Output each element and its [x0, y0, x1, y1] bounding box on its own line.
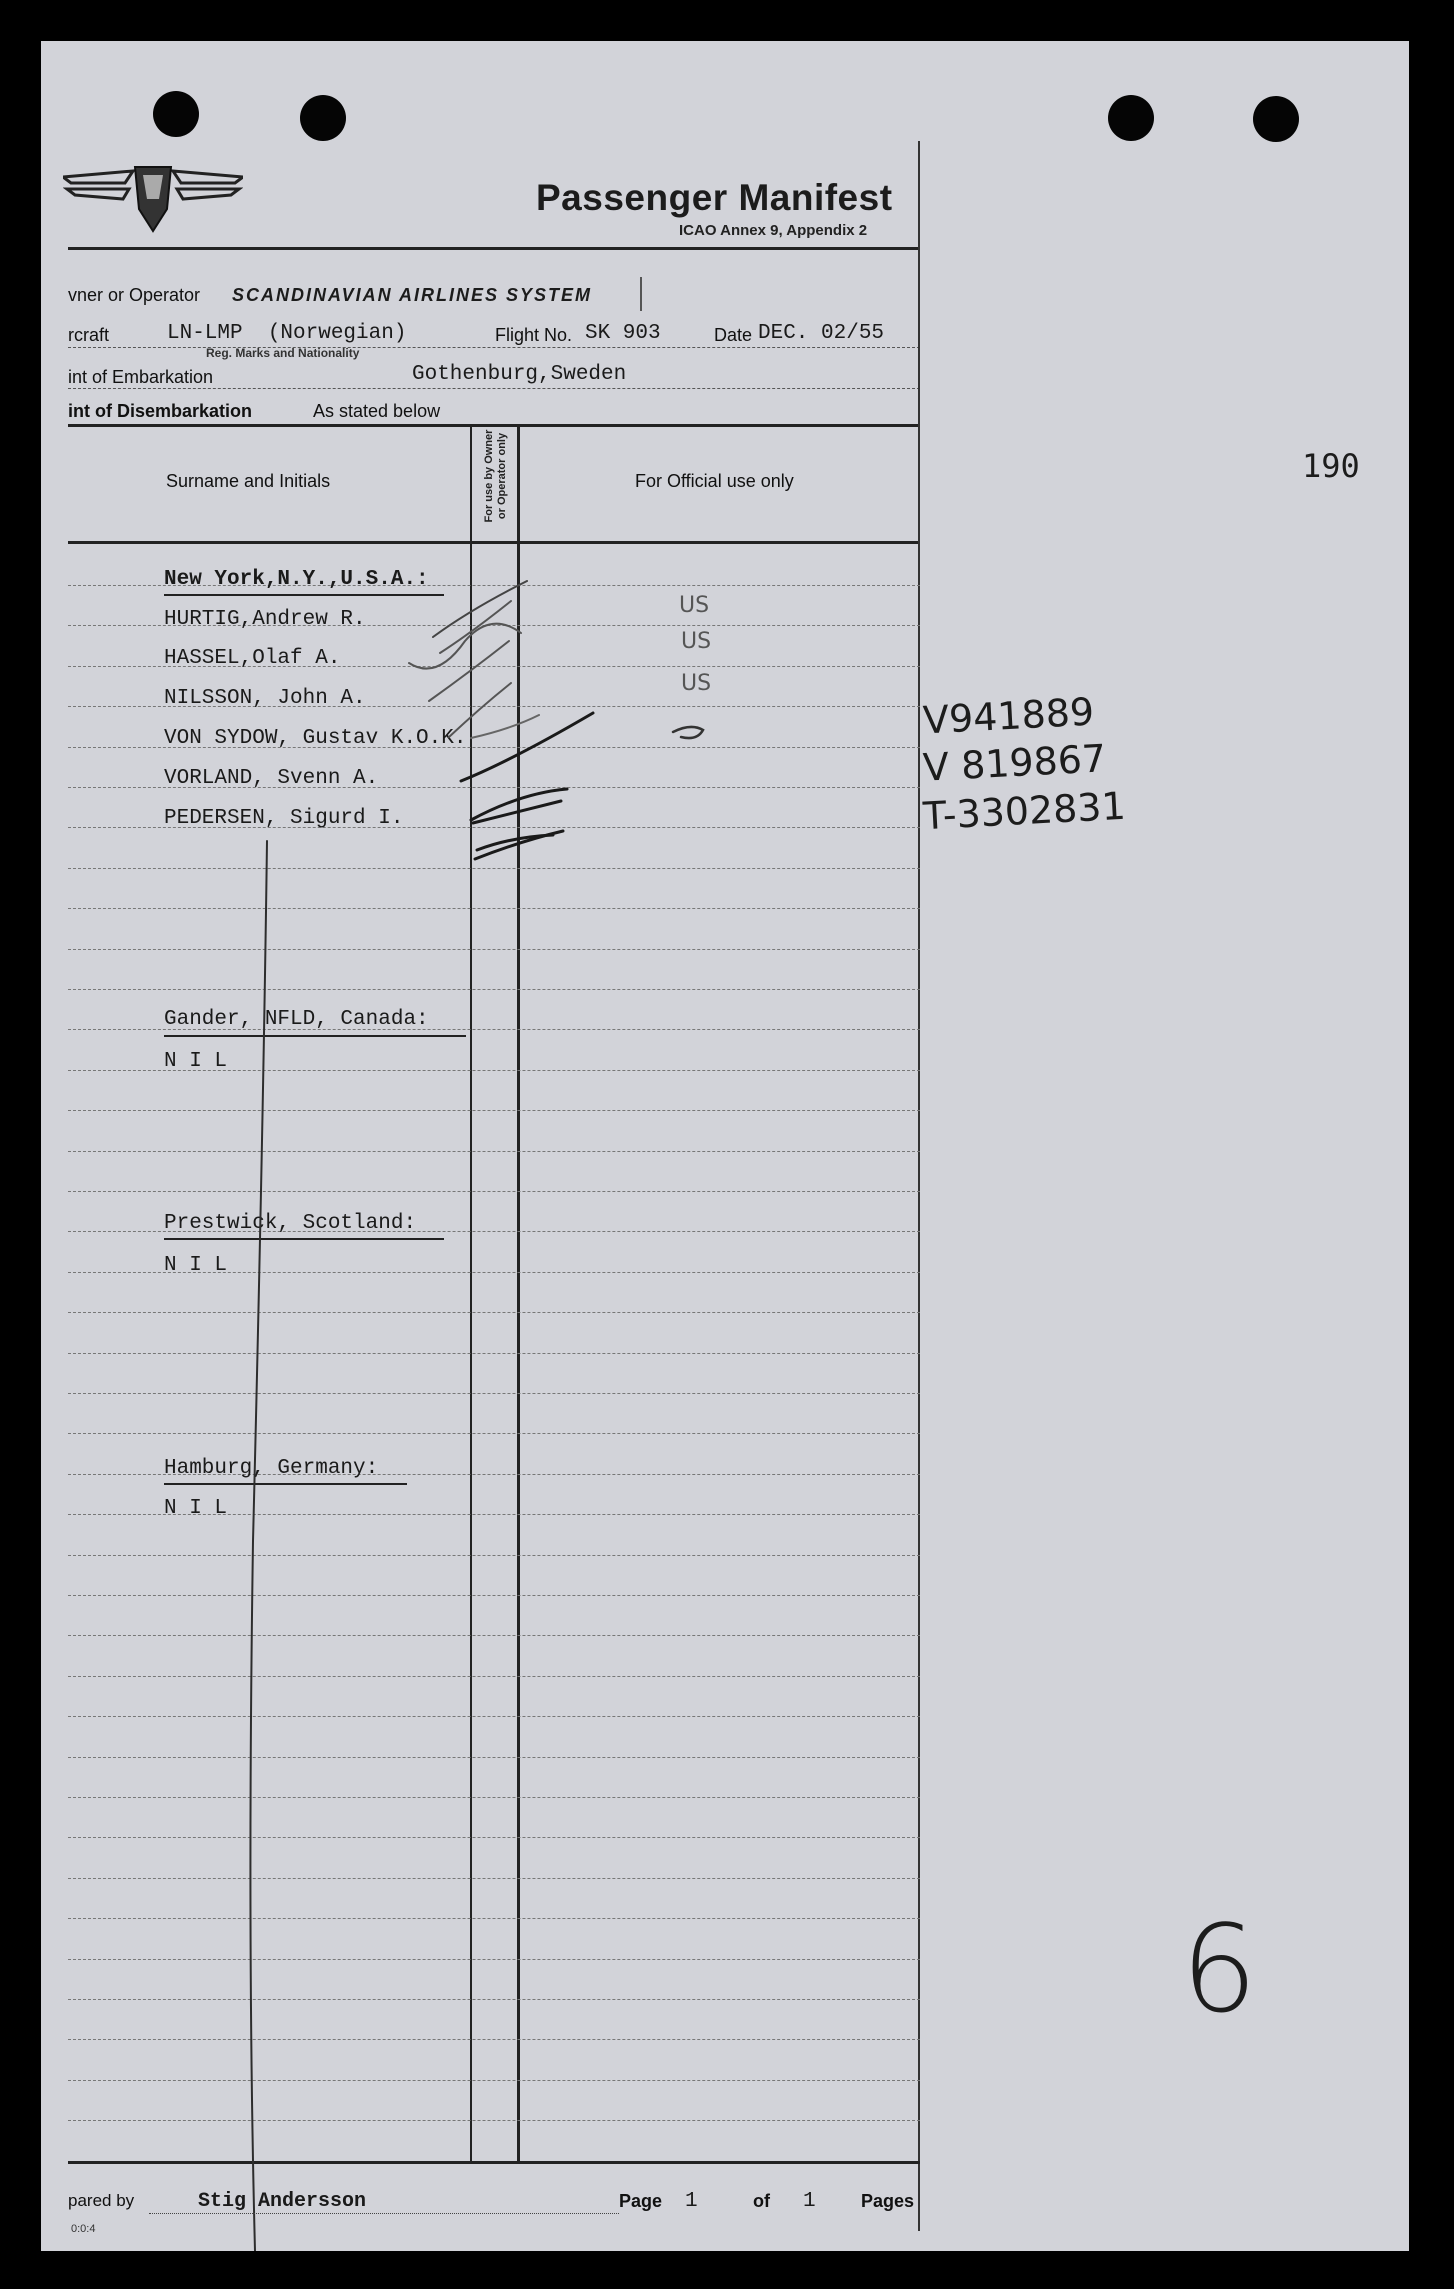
official-mark: US: [681, 671, 712, 696]
of-value: 1: [803, 2190, 816, 2213]
col-header-owner-use: For use by Owner or Operator only: [483, 429, 508, 523]
passenger-name: PEDERSEN, Sigurd I.: [164, 807, 404, 830]
margin-note: T-3302831: [921, 783, 1127, 839]
section-place: Hamburg, Germany:: [164, 1457, 379, 1480]
stamp-number: 190: [1302, 447, 1360, 485]
col-header-official: For Official use only: [635, 471, 794, 491]
official-mark: US: [681, 629, 712, 654]
page-label: Page: [619, 2191, 663, 2211]
margin-note: V 819867: [921, 736, 1108, 790]
disembarkation-value: As stated below: [313, 401, 441, 421]
aircraft-sublabel: Reg. Marks and Nationality: [206, 346, 360, 360]
col-header-surname: Surname and Initials: [166, 471, 331, 491]
aircraft-value: LN-LMP (Norwegian): [167, 322, 407, 345]
form-code: 0:0:4: [71, 2223, 96, 2235]
section-place: Prestwick, Scotland:: [164, 1212, 417, 1235]
prepared-by-label: pared by: [68, 2191, 135, 2210]
disembarkation-label: int of Disembarkation: [68, 401, 253, 421]
margin-note: V941889: [921, 689, 1096, 743]
passenger-name: HURTIG,Andrew R.: [164, 608, 366, 631]
nil-entry: N I L: [164, 1254, 228, 1277]
owner-value: SCANDINAVIAN AIRLINES SYSTEM: [232, 285, 593, 305]
section-place: Gander, NFLD, Canada:: [164, 1008, 429, 1031]
section-place: New York,N.Y.,U.S.A.:: [164, 568, 429, 591]
passenger-name: HASSEL,Olaf A.: [164, 647, 341, 670]
form-title: Passenger Manifest: [536, 177, 893, 218]
of-label: of: [753, 2191, 770, 2211]
embarkation-value: Gothenburg,Sweden: [412, 363, 627, 386]
manifest-sheet: [41, 41, 1409, 2251]
passenger-name: VORLAND, Svenn A.: [164, 767, 379, 790]
nil-entry: N I L: [164, 1050, 228, 1073]
flight-label: Flight No.: [495, 325, 573, 345]
prepared-by-value: Stig Andersson: [198, 2190, 367, 2213]
flight-value: SK 903: [585, 322, 661, 345]
date-label: Date: [714, 325, 753, 345]
nil-entry: N I L: [164, 1497, 228, 1520]
passenger-name: VON SYDOW, Gustav K.O.K.: [164, 727, 467, 750]
official-mark: US: [679, 593, 710, 618]
page-value: 1: [685, 2190, 698, 2213]
pages-label: Pages: [861, 2191, 915, 2211]
prepared-rule: [149, 2213, 619, 2214]
embarkation-label: int of Embarkation: [68, 367, 214, 387]
page-mark: 6: [1181, 1901, 1258, 2040]
aircraft-label: rcraft: [68, 325, 110, 345]
date-value: DEC. 02/55: [758, 322, 885, 345]
owner-label: vner or Operator: [68, 285, 201, 305]
passenger-name: NILSSON, John A.: [164, 687, 366, 710]
form-subtitle: ICAO Annex 9, Appendix 2: [679, 222, 868, 239]
